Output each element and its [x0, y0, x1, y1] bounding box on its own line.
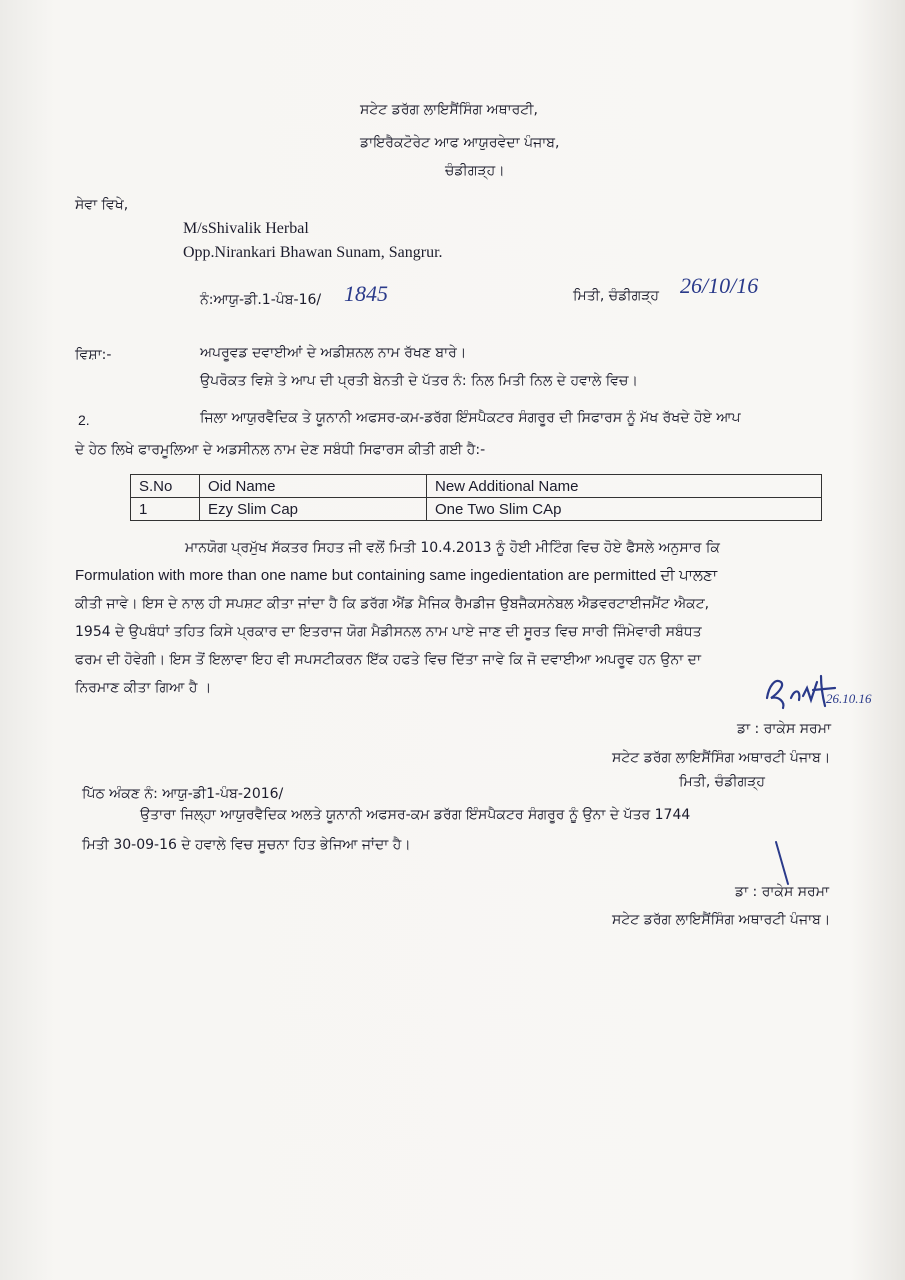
signatory-name-2: ਡਾ : ਰਾਕੇਸ ਸਰਮਾ — [735, 884, 829, 900]
reference-number-handwritten: 1845 — [344, 281, 388, 306]
header-old-name: Oid Name — [200, 475, 427, 498]
initial-stroke — [770, 838, 800, 888]
signatory-title-1: ਸਟੇਟ ਡਰੱਗ ਲਾਇਸੈਂਸਿੰਗ ਅਥਾਰਟੀ ਪੰਜਾਬ। — [612, 750, 831, 766]
recipient-address: Opp.Nirankari Bhawan Sunam, Sangrur. — [183, 244, 443, 261]
table-row — [131, 498, 822, 521]
subject-label: ਵਿਸ਼ਾ:- — [75, 347, 112, 363]
endorsement-line-2: ਮਿਤੀ 30-09-16 ਦੇ ਹਵਾਲੇ ਵਿਚ ਸੂਚਨਾ ਹਿਤ ਭੇਜਿਆ ਜਾਂਦਾ ਹੈ। — [82, 837, 411, 853]
cell-sno: 1 — [131, 498, 200, 521]
header-sno: S.No — [131, 475, 200, 498]
para-2-line-2: ਦੇ ਹੇਠ ਲਿਖੇ ਫਾਰਮੂਲਿਆ ਦੇ ਅਡਸੀਨਲ ਨਾਮ ਦੇਣ ਸਬੰਧੀ ਸਿਫਾਰਸ ਕੀਤੀ ਗਈ ਹੈ:- — [75, 442, 486, 458]
endorsement-line-1: ਉਤਾਰਾ ਜਿਲ੍ਹਾ ਆਯੁਰਵੈਦਿਕ ਅਲਤੇ ਯੂਨਾਨੀ ਅਫਸਰ-ਕਮ ਡਰੱਗ ਇੰਸਪੈਕਟਰ ਸੰਗਰੂਰ ਨੂੰ ਉਨਾ ਦੇ ਪੱਤਰ 1744 — [140, 807, 691, 823]
table-header-row — [131, 475, 822, 498]
letterhead-line-3: ਚੰਡੀਗੜ੍ਹ। — [445, 163, 505, 179]
subject-text: ਅਪਰੂਵਡ ਦਵਾਈਆਂ ਦੇ ਅਡੀਸ਼ਨਲ ਨਾਮ ਰੱਖਣ ਬਾਰੇ। — [200, 345, 467, 361]
endorsement-number: ਪਿੱਠ ਅੰਕਣ ਨੰ: ਆਯੁ-ਡੀ1-ਪੰਬ-2016/ — [82, 786, 284, 802]
body-line-5: ਫਰਮ ਦੀ ਹੋਵੇਗੀ। ਇਸ ਤੋਂ ਇਲਾਵਾ ਇਹ ਵੀ ਸਪਸਟੀਕਰਨ ਇੱਕ ਹਫਤੇ ਵਿਚ ਦਿੱਤਾ ਜਾਵੇ ਕਿ ਜੋ ਦਵਾਈਆ ਅਪਰੂਵ ਹਨ ਉਨਾ ਦਾ — [75, 652, 701, 668]
signatory-name-1: ਡਾ : ਰਾਕੇਸ ਸਰਮਾ — [737, 721, 831, 737]
cell-old-name: Ezy Slim Cap — [200, 498, 427, 521]
header-new-name: New Additional Name — [427, 475, 822, 498]
date-handwritten: 26/10/16 — [680, 273, 759, 298]
salutation: ਸੇਵਾ ਵਿਖੇ, — [75, 197, 129, 213]
date-label: ਮਿਤੀ, ਚੰਡੀਗੜ੍ਹ — [573, 288, 660, 304]
signature-date-label: ਮਿਤੀ, ਚੰਡੀਗੜ੍ਹ — [679, 774, 766, 790]
formulation-table — [130, 474, 822, 521]
body-line-2: Formulation with more than one name but containing same ingedientation are permitted ਦੀ ਪਾਲਣਾ — [75, 567, 718, 584]
body-line-3: ਕੀਤੀ ਜਾਵੇ। ਇਸ ਦੇ ਨਾਲ ਹੀ ਸਪਸ਼ਟ ਕੀਤਾ ਜਾਂਦਾ ਹੈ ਕਿ ਡਰੱਗ ਐਂਡ ਮੈਜਿਕ ਰੈਮਡੀਜ ਉਬਜੈਕਸਨੇਬਲ ਐਡਵਰਟਾਈਜਮੈਂਟ ਐਕਟ, — [75, 596, 710, 612]
body-line-6: ਨਿਰਮਾਣ ਕੀਤਾ ਗਿਆ ਹੈ । — [75, 680, 212, 696]
letterhead-line-1: ਸਟੇਟ ਡਰੱਗ ਲਾਇਸੈਂਸਿੰਗ ਅਥਾਰਟੀ, — [360, 102, 538, 118]
signatory-title-2: ਸਟੇਟ ਡਰੱਗ ਲਾਇਸੈਂਸਿੰਗ ਅਥਾਰਟੀ ਪੰਜਾਬ। — [612, 912, 831, 928]
letterhead-line-2: ਡਾਇਰੈਕਟੋਰੇਟ ਆਫ ਆਯੁਰਵੇਦਾ ਪੰਜਾਬ, — [360, 135, 560, 151]
body-paragraph — [75, 534, 720, 702]
recipient-name: M/sShivalik Herbal — [183, 220, 309, 237]
cell-new-name: One Two Slim CAp — [427, 498, 822, 521]
para-2-number: 2. — [78, 412, 90, 428]
subject-reference: ਉਪਰੋਕਤ ਵਿਸ਼ੇ ਤੇ ਆਪ ਦੀ ਪ੍ਰਤੀ ਬੇਨਤੀ ਦੇ ਪੱਤਰ ਨੰ: ਨਿਲ ਮਿਤੀ ਨਿਲ ਦੇ ਹਵਾਲੇ ਵਿਚ। — [200, 373, 638, 389]
signature-date-handwritten: 26.10.16 — [826, 691, 872, 706]
body-line-1: ਮਾਨਯੋਗ ਪ੍ਰਮੁੱਖ ਸੱਕਤਰ ਸਿਹਤ ਜੀ ਵਲੋਂ ਮਿਤੀ 10.4.2013 ਨੂੰ ਹੋਈ ਮੀਟਿੰਗ ਵਿਚ ਹੋਏ ਫੈਸਲੇ ਅਨੁਸਾਰ ਕਿ — [185, 540, 720, 556]
para-2-line-1: ਜਿਲਾ ਆਯੁਰਵੈਦਿਕ ਤੇ ਯੂਨਾਨੀ ਅਫਸਰ-ਕਮ-ਡਰੱਗ ਇੰਸਪੈਕਟਰ ਸੰਗਰੂਰ ਦੀ ਸਿਫਾਰਸ ਨੂੰ ਮੱਖ ਰੱਖਦੇ ਹੋਏ ਆਪ — [200, 410, 741, 426]
reference-number-label: ਨੰ:ਆਯੁ-ਡੀ.1-ਪੰਬ-16/ — [200, 292, 322, 308]
body-line-4: 1954 ਦੇ ਉਪਬੰਧਾਂ ਤਹਿਤ ਕਿਸੇ ਪ੍ਰਕਾਰ ਦਾ ਇਤਰਾਜ ਯੋਗ ਮੈਡੀਸਨਲ ਨਾਮ ਪਾਏ ਜਾਣ ਦੀ ਸੂਰਤ ਵਿਚ ਸਾਰੀ ਜਿੰਮੇਵਾਰੀ ਸਬੰਧਤ — [75, 624, 702, 640]
